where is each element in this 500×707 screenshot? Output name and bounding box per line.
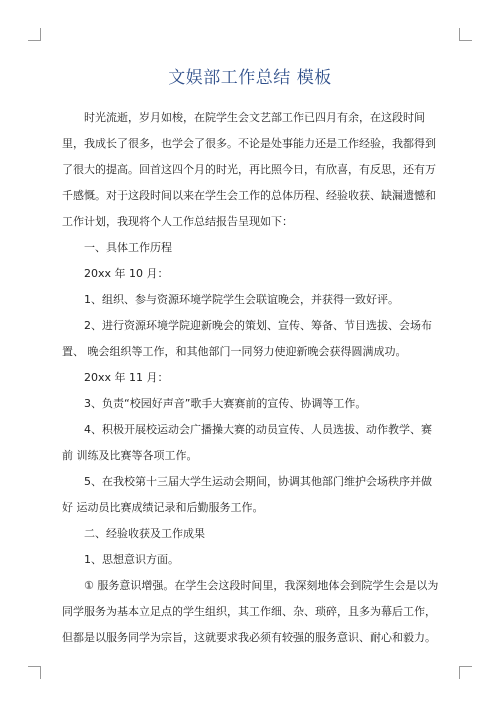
- list-item-4: 4、积极开展校运动会广播操大赛的动员宣传、人员选拔、动作教学、赛前 训练及比赛等各项工作。: [62, 423, 432, 462]
- subsection-heading-mindset: 1、思想意识方面。: [84, 553, 179, 566]
- list-item-5: 5、在我校第十三届大学生运动会期间，协调其他部门维护会场秩序并做好 运动员比赛成绩记录和后勤服务工作。: [62, 475, 432, 514]
- document-title: 文娱部工作总结 模板: [168, 68, 332, 88]
- section-heading-experience: 二、经验收获及工作成果: [84, 527, 205, 540]
- list-item-1: 1、组织、参与资源环境学院学生会联谊晚会，并获得一致好评。: [84, 293, 399, 306]
- document-body: [62, 105, 440, 651]
- month-heading-november: 20xx 年 11 月：: [84, 371, 169, 384]
- page-corner-mark-top-right: [459, 28, 472, 41]
- list-item-3: 3、负责“校园好声音”歌手大赛赛前的宣传、协调等工作。: [84, 397, 367, 410]
- list-item-2: 2、进行资源环境学院迎新晚会的策划、宣传、筹备、节目选拔、会场布置、 晚会组织等工作，和其他部门一同努力使迎新晚会获得圆满成功。: [62, 319, 432, 358]
- month-heading-october: 20xx 年 10 月：: [84, 267, 169, 280]
- page-corner-mark-bottom-left: [28, 666, 41, 679]
- page-corner-mark-bottom-right: [459, 666, 472, 679]
- service-awareness-paragraph: ① 服务意识增强。在学生会这段时间里，我深刻地体会到院学生会是以为同学服务为基本立足点的学生组织，其工作细、杂、琐碎，且多为幕后工作，但都是以服务同学为宗旨，这就要求我必须有较强的服务意识、耐心和毅力。: [62, 579, 439, 644]
- section-heading-work-history: 一、具体工作历程: [84, 241, 172, 254]
- page-corner-mark-top-left: [28, 28, 41, 41]
- intro-paragraph: 时光流逝，岁月如梭，在院学生会文艺部工作已四月有余，在这段时间里，我成长了很多，也学会了很多。不论是处事能力还是工作经验，我都得到了很大的提高。回首这四个月的时光，再比照今日，有欣喜，有反思，还有万千感慨。对于这段时间以来在学生会工作的总体历程、经验收获、缺漏遗憾和工作计划，我现将个人工作总结报告呈现如下：: [62, 111, 436, 228]
